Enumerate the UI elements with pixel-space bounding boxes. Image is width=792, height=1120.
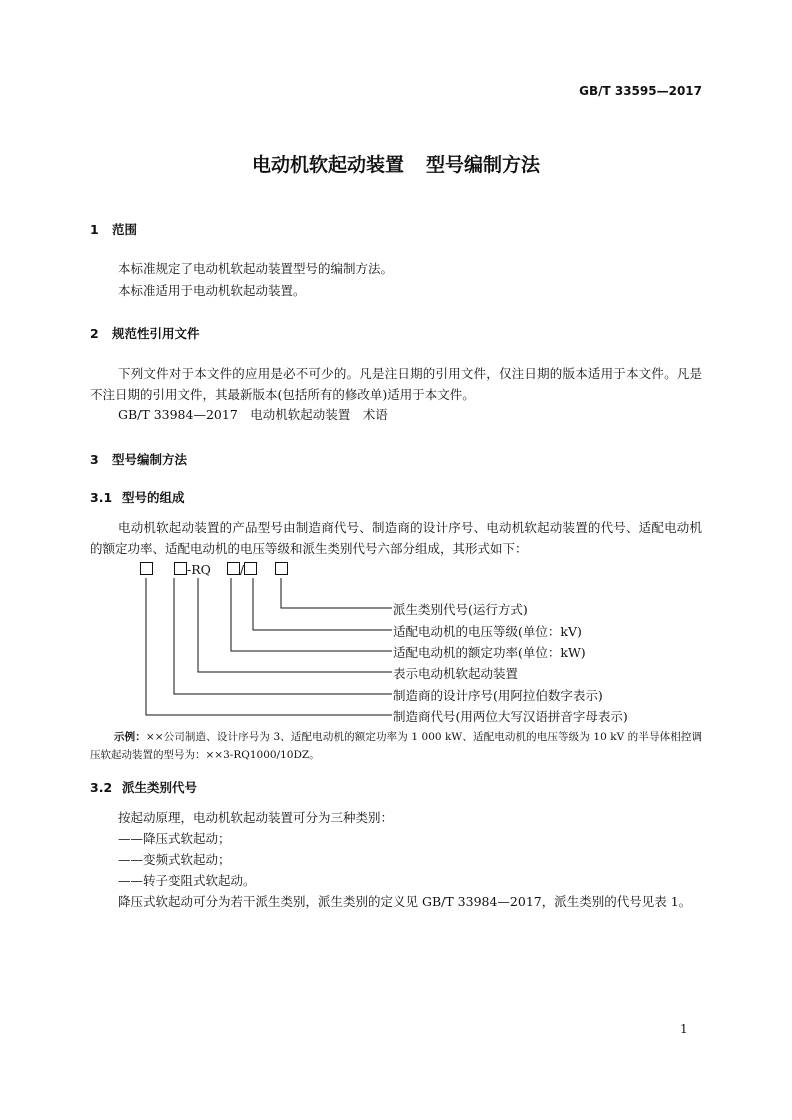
section-2-reference: GB/T 33984—2017 电动机软起动装置 术语 [118, 407, 388, 422]
rq-code: -RQ [186, 562, 211, 577]
section-2-heading: 2 规范性引用文件 [90, 326, 200, 341]
section-3-2-paragraph: 降压式软起动可分为若干派生类别，派生类别的定义见 GB/T 33984—2017，派生类别的代号见表 1。 [118, 894, 692, 909]
slash: / [239, 562, 245, 577]
example-note: 示例：××公司制造、设计序号为 3、适配电动机的额定功率为 1 000 kW、适配电动机的电压等级为 10 kV 的半导体相控调压软起动装置的型号为：××3-RQ1000/10DZ。 [90, 731, 702, 761]
legend-voltage-level: 适配电动机的电压等级(单位：kV) [393, 624, 582, 639]
legend-manufacturer-code: 制造商代号(用两位大写汉语拼音字母表示) [393, 709, 628, 724]
section-3-1-paragraph: 电动机软起动装置的产品型号由制造商代号、制造商的设计序号、电动机软起动装置的代号、适配电动机的额定功率、适配电动机的电压等级和派生类别代号六部分组成，其形式如下： [90, 520, 702, 556]
list-item-1: ——降压式软起动； [118, 831, 231, 846]
section-3-2-heading: 3.2 派生类别代号 [90, 780, 198, 795]
leader-voltage-level [253, 578, 392, 630]
legend-design-number: 制造商的设计序号(用阿拉伯数字表示) [393, 688, 603, 703]
section-1-line-1: 本标准规定了电动机软起动装置型号的编制方法。 [118, 261, 394, 276]
title-part1: 电动机软起动装置 [251, 154, 404, 176]
section-3-heading: 3 型号编制方法 [90, 452, 188, 467]
section-1-line-2: 本标准适用于电动机软起动装置。 [118, 283, 306, 298]
title-part2: 型号编制方法 [426, 154, 541, 176]
section-3-2-intro: 按起动原理，电动机软起动装置可分为三种类别： [118, 810, 394, 825]
legend-rq: 表示电动机软起动装置 [393, 666, 519, 681]
list-item-2: ——变频式软起动； [118, 852, 231, 867]
leader-rq [198, 578, 392, 672]
section-1-heading: 1 范围 [90, 222, 138, 237]
leader-rated-power [231, 578, 392, 651]
section-2-paragraph: 下列文件对于本文件的应用是必不可少的。凡是注日期的引用文件，仅注日期的版本适用于本文件。凡是不注日期的引用文件，其最新版本(包括所有的修改单)适用于本文件。 [90, 366, 702, 402]
document-title [0, 150, 792, 177]
section-3-1-heading: 3.1 型号的组成 [90, 490, 185, 505]
standard-number: GB/T 33595—2017 [579, 84, 702, 98]
leader-derived-type [281, 578, 392, 608]
leader-design-number [174, 578, 392, 694]
legend-derived-type: 派生类别代号(运行方式) [393, 602, 528, 617]
list-item-3: ——转子变阻式软起动。 [118, 873, 256, 888]
legend-rated-power: 适配电动机的额定功率(单位：kW) [393, 645, 586, 660]
page-number: 1 [680, 1022, 688, 1036]
